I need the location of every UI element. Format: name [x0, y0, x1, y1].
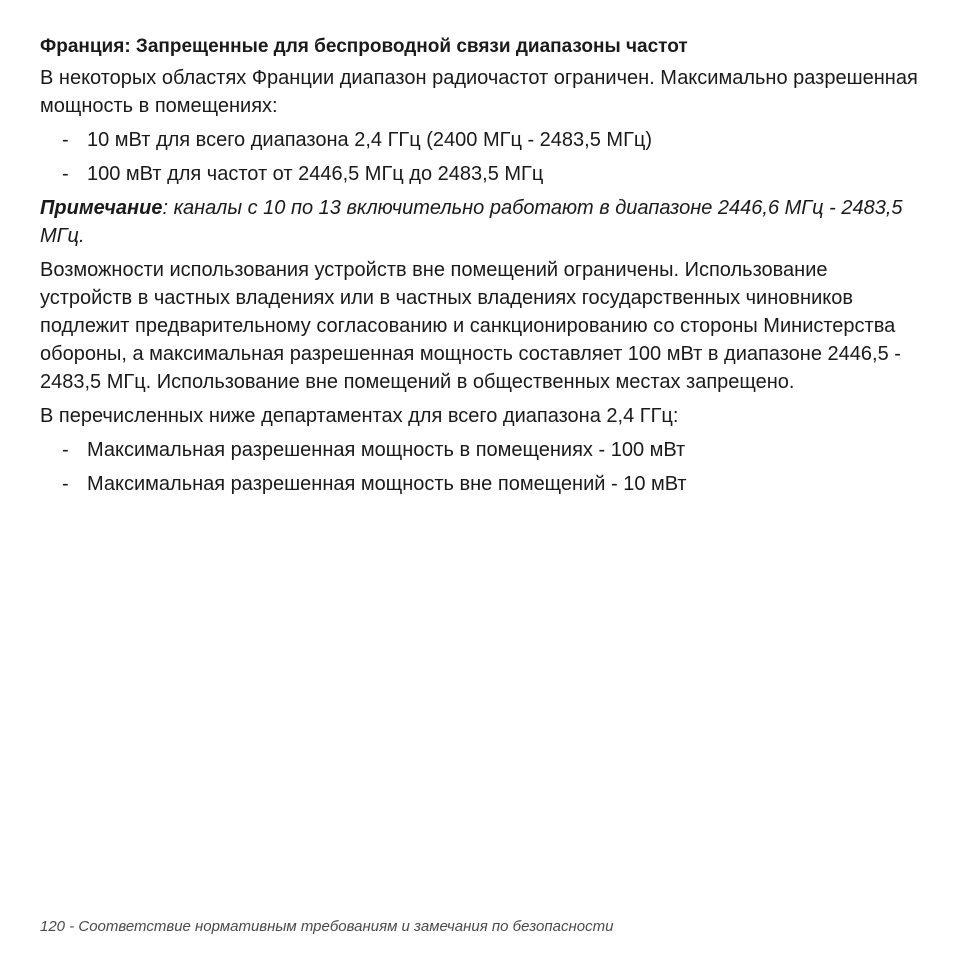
list-item	[40, 126, 920, 154]
departments-intro: В перечисленных ниже департаментах для всего диапазона 2,4 ГГц:	[40, 405, 679, 427]
page-footer: 120 - Соответствие нормативным требованиям и замечания по безопасности	[40, 918, 614, 935]
list-marker: -	[62, 439, 69, 461]
list-item-text: 100 мВт для частот от 2446,5 МГц до 2483,5 МГц	[87, 163, 544, 185]
list-item-text: Максимальная разрешенная мощность в помещениях - 100 мВт	[87, 439, 686, 461]
list-item	[40, 470, 920, 498]
intro-paragraph: В некоторых областях Франции диапазон радиочастот ограничен. Максимально разрешенная мощность в помещениях:	[40, 67, 918, 117]
list-marker: -	[62, 473, 69, 495]
list-marker: -	[62, 163, 69, 185]
document-page	[40, 34, 920, 504]
note-paragraph	[40, 194, 920, 250]
list-marker: -	[62, 129, 69, 151]
department-limits-list	[40, 436, 920, 498]
list-item-text: Максимальная разрешенная мощность вне помещений - 10 мВт	[87, 473, 687, 495]
indoor-limits-list	[40, 126, 920, 188]
list-item-text: 10 мВт для всего диапазона 2,4 ГГц (2400 МГц - 2483,5 МГц)	[87, 129, 653, 151]
list-item	[40, 436, 920, 464]
note-label: Примечание	[40, 197, 163, 219]
outdoor-paragraph: Возможности использования устройств вне помещений ограничены. Использование устройств в частных владениях или в частных владениях государственных чиновников подлежит предварительному согласованию и санкционированию со стороны Министерства обороны, а максимальная разрешенная мощность составляет 100 мВт в диапазоне 2446,5 - 2483,5 МГц. Использование вне помещений в общественных местах запрещено.	[40, 259, 901, 393]
note-text: : каналы с 10 по 13 включительно работают в диапазоне 2446,6 МГц - 2483,5 МГц.	[40, 197, 903, 247]
section-heading: Франция: Запрещенные для беспроводной связи диапазоны частот	[40, 36, 688, 57]
list-item	[40, 160, 920, 188]
